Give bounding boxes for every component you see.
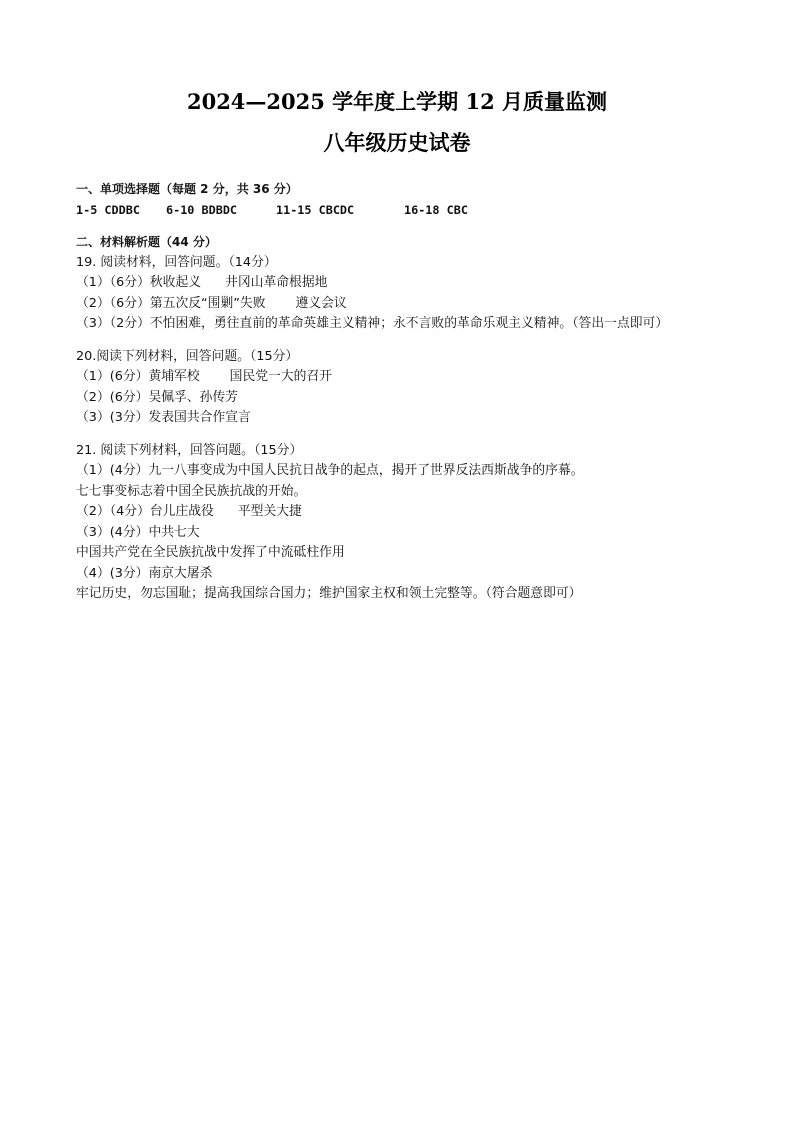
q19-title: 19. 阅读材料，回答问题。（14分） xyxy=(76,254,277,270)
q19-answer-2-b: 遵义会议 xyxy=(295,295,347,311)
page-subtitle: 八年级历史试卷 xyxy=(323,130,471,155)
q21-answer-4-cont: 牢记历史，勿忘国耻；提高我国综合国力；维护国家主权和领土完整等。（符合题意即可） xyxy=(76,586,582,601)
q19-answer-1-b: 井冈山革命根据地 xyxy=(225,275,328,290)
mc-answer-11-15: 11-15 CBCDC xyxy=(276,202,355,217)
q20-answer-1 xyxy=(76,367,756,388)
q20-answer-2: （2）(6分）吴佩孚、孙传芳 xyxy=(76,389,239,405)
q19-answer-1 xyxy=(76,273,756,294)
q20-answer-1-a: （1）(6分）黄埔军校 xyxy=(76,369,200,384)
q19-answer-2-a: （2）（6分）第五次反“围剿”失败 xyxy=(76,295,266,311)
q19-answer-2 xyxy=(76,294,756,315)
q21-answer-3-cont: 中国共产党在全民族抗战中发挥了中流砥柱作用 xyxy=(76,545,345,560)
q21-answer-4: （4）(3分）南京大屠杀 xyxy=(76,565,213,581)
q21-answer-1: （1）(4分）九一八事变成为中国人民抗日战争的起点，揭开了世界反法西斯战争的序幕。 xyxy=(76,463,584,478)
mc-answer-16-18: 16-18 CBC xyxy=(404,202,468,217)
mc-answer-6-10: 6-10 BDBDC xyxy=(166,202,238,217)
q20-answer-3: （3）(3分）发表国共合作宣言 xyxy=(76,410,251,425)
q21-answer-3: （3）(4分）中共七大 xyxy=(76,524,200,540)
q21-answer-2 xyxy=(76,502,756,523)
q21-answer-2-a: （2）（4分）台儿庄战役 xyxy=(76,504,214,519)
q19-answer-3: （3）（2分）不怕困难，勇往直前的革命英雄主义精神；永不言败的革命乐观主义精神。（答出一点即可） xyxy=(76,316,669,331)
mc-answer-1-5: 1-5 CDDBC xyxy=(76,202,140,217)
answer-content xyxy=(76,179,756,605)
q20-title: 20.阅读下列材料，回答问题。（15分） xyxy=(76,348,299,364)
q21-title: 21. 阅读下列材料，回答问题。（15分） xyxy=(76,442,303,458)
q21-answer-2-b: 平型关大捷 xyxy=(237,504,302,519)
q19-answer-1-a: （1）（6分）秋收起义 xyxy=(76,275,202,290)
q21-answer-1-cont: 七七事变标志着中国全民族抗战的开始。 xyxy=(76,483,307,499)
q20-answer-1-b: 国民党一大的召开 xyxy=(229,369,333,384)
section1-heading: 一、单项选择题（每题 2 分，共 36 分） xyxy=(76,182,298,196)
mc-answers xyxy=(76,200,756,221)
page-title: 2024—2025 学年度上学期 12 月质量监测 xyxy=(186,89,608,114)
section2-heading: 二、材料解析题（44 分） xyxy=(76,235,217,249)
